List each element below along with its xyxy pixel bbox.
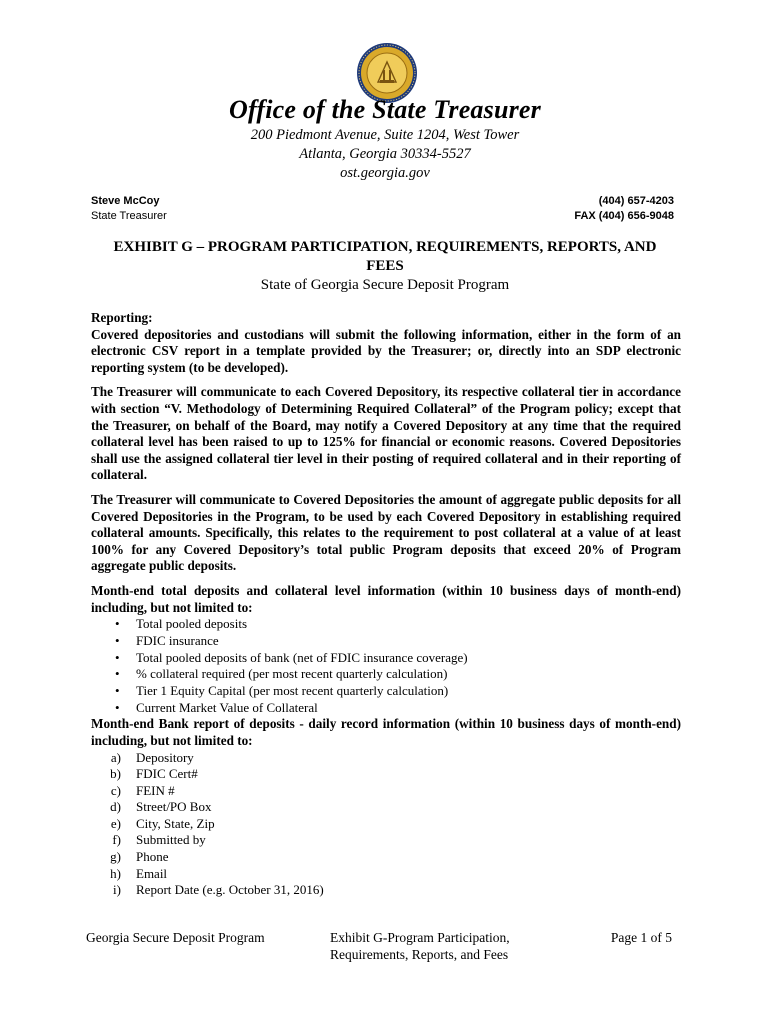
list-item: • FDIC insurance [115,632,219,648]
list-item: d) Street/PO Box [110,799,212,815]
list-item: • Current Market Value of Collateral [115,699,318,715]
list-item: a) Depository [110,749,194,765]
bullet-icon: • [115,699,120,715]
exhibit-subtitle: State of Georgia Secure Deposit Program [260,277,510,293]
deposit-info-list [91,616,681,716]
website-link[interactable]: ost.georgia.gov [340,165,430,181]
list-item: b) FDIC Cert# [110,766,198,782]
address-line-1: 200 Piedmont Avenue, Suite 1204, West Tower [250,127,520,143]
bank-report-list [91,750,681,899]
list-item: c) FEIN # [110,782,175,798]
footer-program-name: Georgia Secure Deposit Program [86,930,265,945]
address-line-2: Atlanta, Georgia 30334-5527 [299,146,471,162]
paragraph-2: The Treasurer will communicate to each Covered Depository, its respective collateral tier in accordance with section “V. Methodology of Determining Required Collateral” of the Program policy; except that the Treasurer, on behalf of the Board, may notify a Covered Depository at any time that the required collateral level has been raised to up to 125% for financial or economic reasons. Covered Depositories shall use the assigned collateral tier level in their posting of required collateral and in their reporting of collateral. [91,384,681,483]
contact-block [574,194,674,224]
bullet-icon: • [115,632,120,648]
list-item: h) Email [110,865,168,881]
paragraph-3: The Treasurer will communicate to Covered Depositories the amount of aggregate public deposits for all Covered Depositories in the Program, to be used by each Covered Depository in establishing required collateral amounts. Specifically, this relates to the requirement to post collateral at a value of at least 100% for any Covered Depository’s total public Program deposits that exceed 20% of Program aggregate public deposits. [91,491,681,574]
footer-exhibit-name: Exhibit G-Program Participation, Requirements, Reports, and Fees [330,930,510,962]
list-item: • % collateral required (per most recent quarterly calculation) [115,666,448,682]
reporting-heading: Reporting: [91,310,153,325]
office-title: Office of the State Treasurer [229,95,541,124]
phone-number: (404) 657-4203 [598,195,674,207]
list-item: e) City, State, Zip [110,815,215,831]
treasurer-name: Steve McCoy [91,195,160,207]
footer-page-number: Page 1 of 5 [610,930,672,945]
list-item: f) Submitted by [112,832,206,848]
fax-number: FAX (404) 656-9048 [574,210,674,222]
bullet-icon: • [115,666,120,682]
list-item: • Tier 1 Equity Capital (per most recent quarterly calculation) [115,682,449,698]
month-end-heading: Month-end total deposits and collateral level information (within 10 business days of month-end) including, but not limited to: [91,582,681,615]
bullet-icon: • [115,616,120,632]
document-body [91,310,681,899]
bank-report-heading: Month-end Bank report of deposits - daily record information (within 10 business days of month-end) including, but not limited to: [91,716,681,748]
list-item: g) Phone [110,849,169,865]
paragraph-1: Covered depositories and custodians will submit the following information, either in the form of an electronic CSV report in a template provided by the Treasurer; or, directly into an SDP electronic reporting system (to be developed). [91,326,681,375]
list-item: • Total pooled deposits [115,616,248,632]
exhibit-title: EXHIBIT G – PROGRAM PARTICIPATION, REQUIREMENTS, REPORTS, AND FEES [113,239,657,274]
bullet-icon: • [115,649,120,665]
list-item: • Total pooled deposits of bank (net of FDIC insurance coverage) [115,649,468,665]
bullet-icon: • [115,682,120,698]
treasurer-role: State Treasurer [91,210,167,222]
treasurer-block [91,194,167,224]
list-item: i) Report Date (e.g. October 31, 2016) [113,882,324,898]
